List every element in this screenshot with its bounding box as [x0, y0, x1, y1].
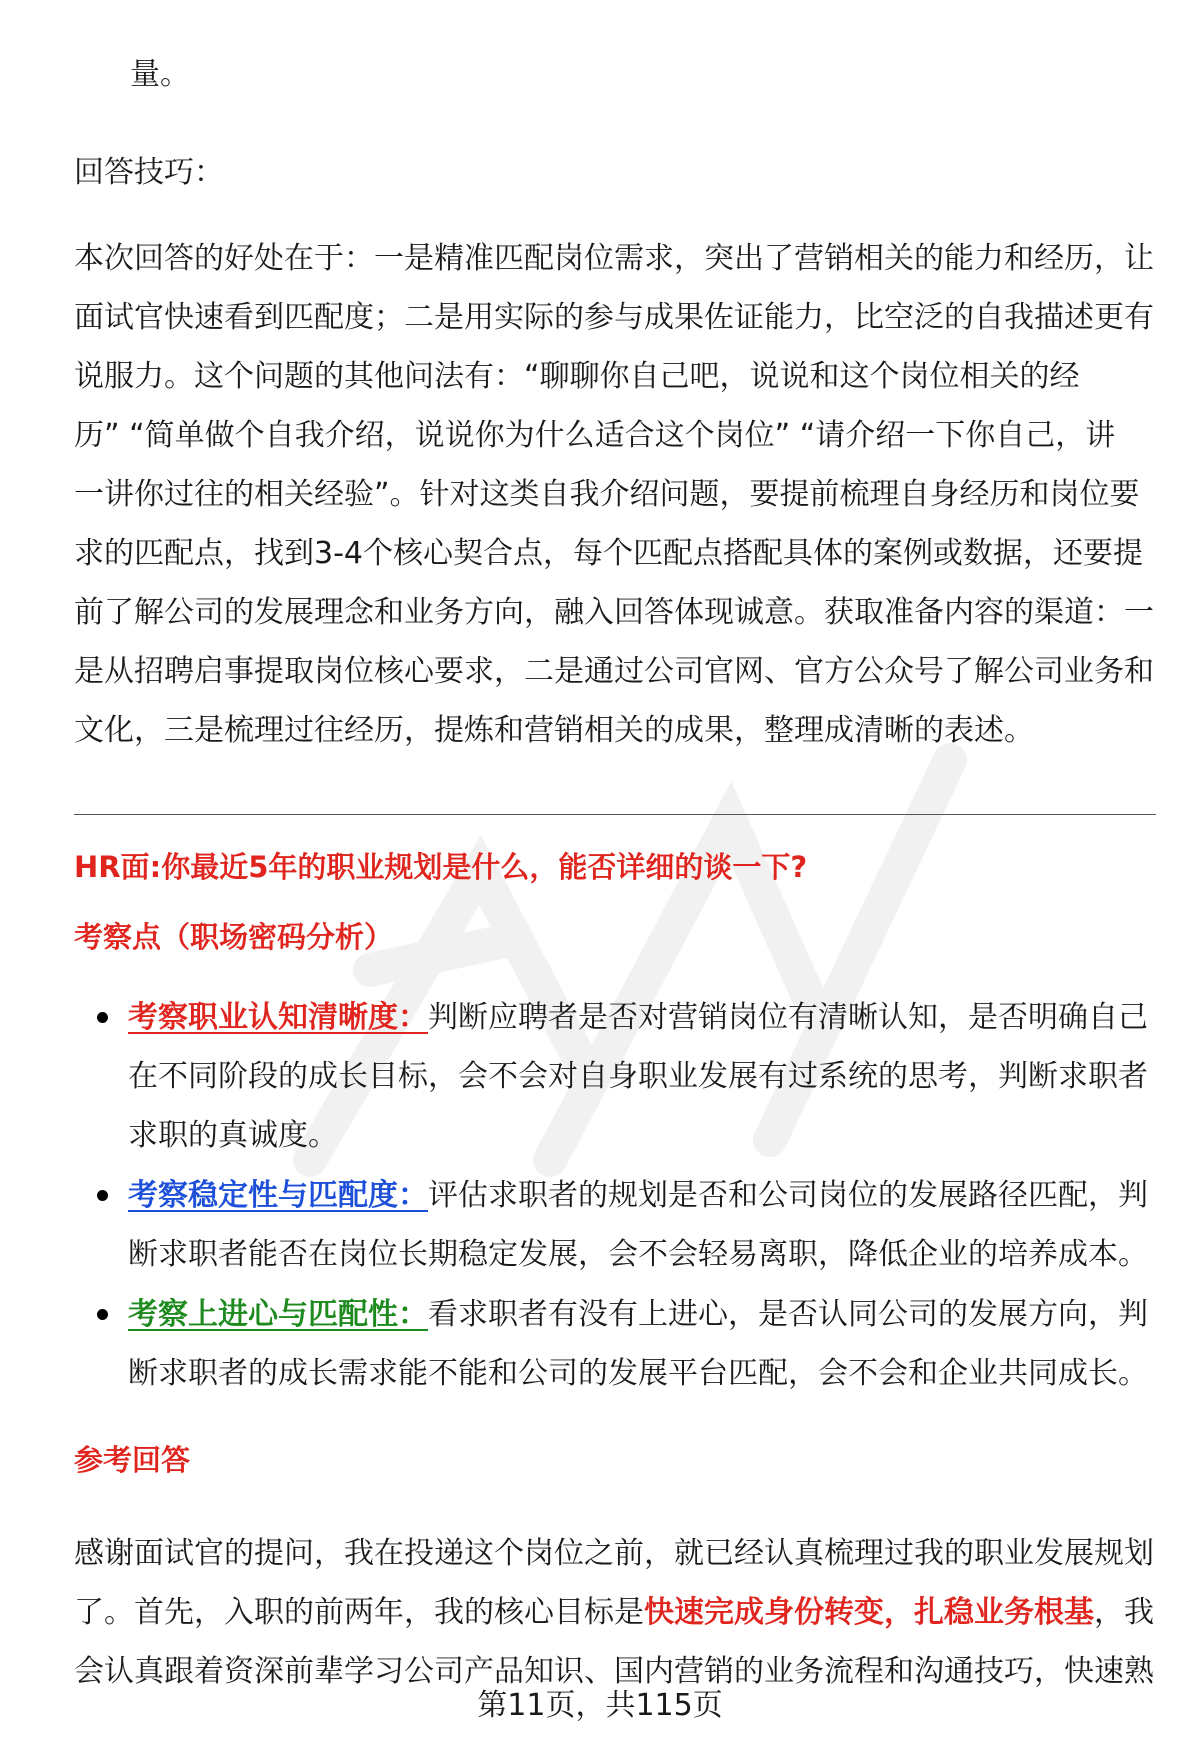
point-keyword: 考察职业认知清晰度：: [128, 1000, 428, 1035]
section-divider: [74, 814, 1156, 815]
answer-tips-label: 回答技巧：: [74, 155, 224, 190]
assessment-points-title: 考察点（职场密码分析）: [74, 920, 394, 954]
bullet-dot-icon: [97, 1190, 108, 1201]
page-number-footer: 第11页，共115页: [477, 1688, 723, 1723]
tips-line: 面试官快速看到匹配度；二是用实际的参与成果佐证能力，比空泛的自我描述更有: [74, 300, 1154, 335]
point-keyword: 考察上进心与匹配性：: [128, 1297, 428, 1332]
bullet-dot-icon: [97, 1309, 108, 1320]
point-text: 评估求职者的规划是否和公司岗位的发展路径匹配，判: [428, 1178, 1148, 1213]
ref-line: [74, 1583, 1154, 1642]
tips-line: 本次回答的好处在于：一是精准匹配岗位需求，突出了营销相关的能力和经历，让: [74, 241, 1154, 276]
tips-line: 一讲你过往的相关经验”。针对这类自我介绍问题，要提前梳理自身经历和岗位要: [74, 477, 1140, 512]
bullet-dot-icon: [97, 1012, 108, 1023]
tips-line: 历” “简单做个自我介绍，说说你为什么适合这个岗位” “请介绍一下你自己，讲: [74, 418, 1116, 453]
point-text-line: 断求职者的成长需求能不能和公司的发展平台匹配，会不会和企业共同成长。: [128, 1356, 1148, 1391]
previous-paragraph-tail: 量。: [130, 57, 190, 92]
list-item: [128, 1166, 1148, 1225]
ref-highlight: 快速完成身份转变，扎稳业务根基: [644, 1595, 1094, 1630]
point-text-line: 求职的真诚度。: [128, 1118, 338, 1153]
tips-line: 是从招聘启事提取岗位核心要求，二是通过公司官网、官方公众号了解公司业务和: [74, 654, 1154, 689]
tips-line: 说服力。这个问题的其他问法有：“聊聊你自己吧，说说和这个岗位相关的经: [74, 359, 1080, 394]
ref-line: 会认真跟着资深前辈学习公司产品知识、国内营销的业务流程和沟通技巧，快速熟: [74, 1654, 1154, 1689]
point-text: 判断应聘者是否对营销岗位有清晰认知，是否明确自己: [428, 1000, 1148, 1035]
list-item: [128, 988, 1148, 1047]
reference-answer-title: 参考回答: [74, 1443, 191, 1477]
interview-question: HR面:你最近5年的职业规划是什么，能否详细的谈一下?: [74, 850, 808, 884]
point-text-line: 断求职者能否在岗位长期稳定发展，会不会轻易离职，降低企业的培养成本。: [128, 1237, 1148, 1272]
ref-text: ，我: [1094, 1595, 1154, 1630]
ref-line: 感谢面试官的提问，我在投递这个岗位之前，就已经认真梳理过我的职业发展规划: [74, 1536, 1154, 1571]
point-text: 看求职者有没有上进心，是否认同公司的发展方向，判: [428, 1297, 1148, 1332]
point-text-line: 在不同阶段的成长目标，会不会对自身职业发展有过系统的思考，判断求职者: [128, 1059, 1148, 1094]
ref-text: 了。首先，入职的前两年，我的核心目标是: [74, 1595, 644, 1630]
point-keyword: 考察稳定性与匹配度：: [128, 1178, 428, 1213]
tips-line: 文化，三是梳理过往经历，提炼和营销相关的成果，整理成清晰的表述。: [74, 713, 1034, 748]
tips-line: 求的匹配点，找到3-4个核心契合点，每个匹配点搭配具体的案例或数据，还要提: [74, 536, 1143, 571]
tips-line: 前了解公司的发展理念和业务方向，融入回答体现诚意。获取准备内容的渠道：一: [74, 595, 1154, 630]
list-item: [128, 1285, 1148, 1344]
